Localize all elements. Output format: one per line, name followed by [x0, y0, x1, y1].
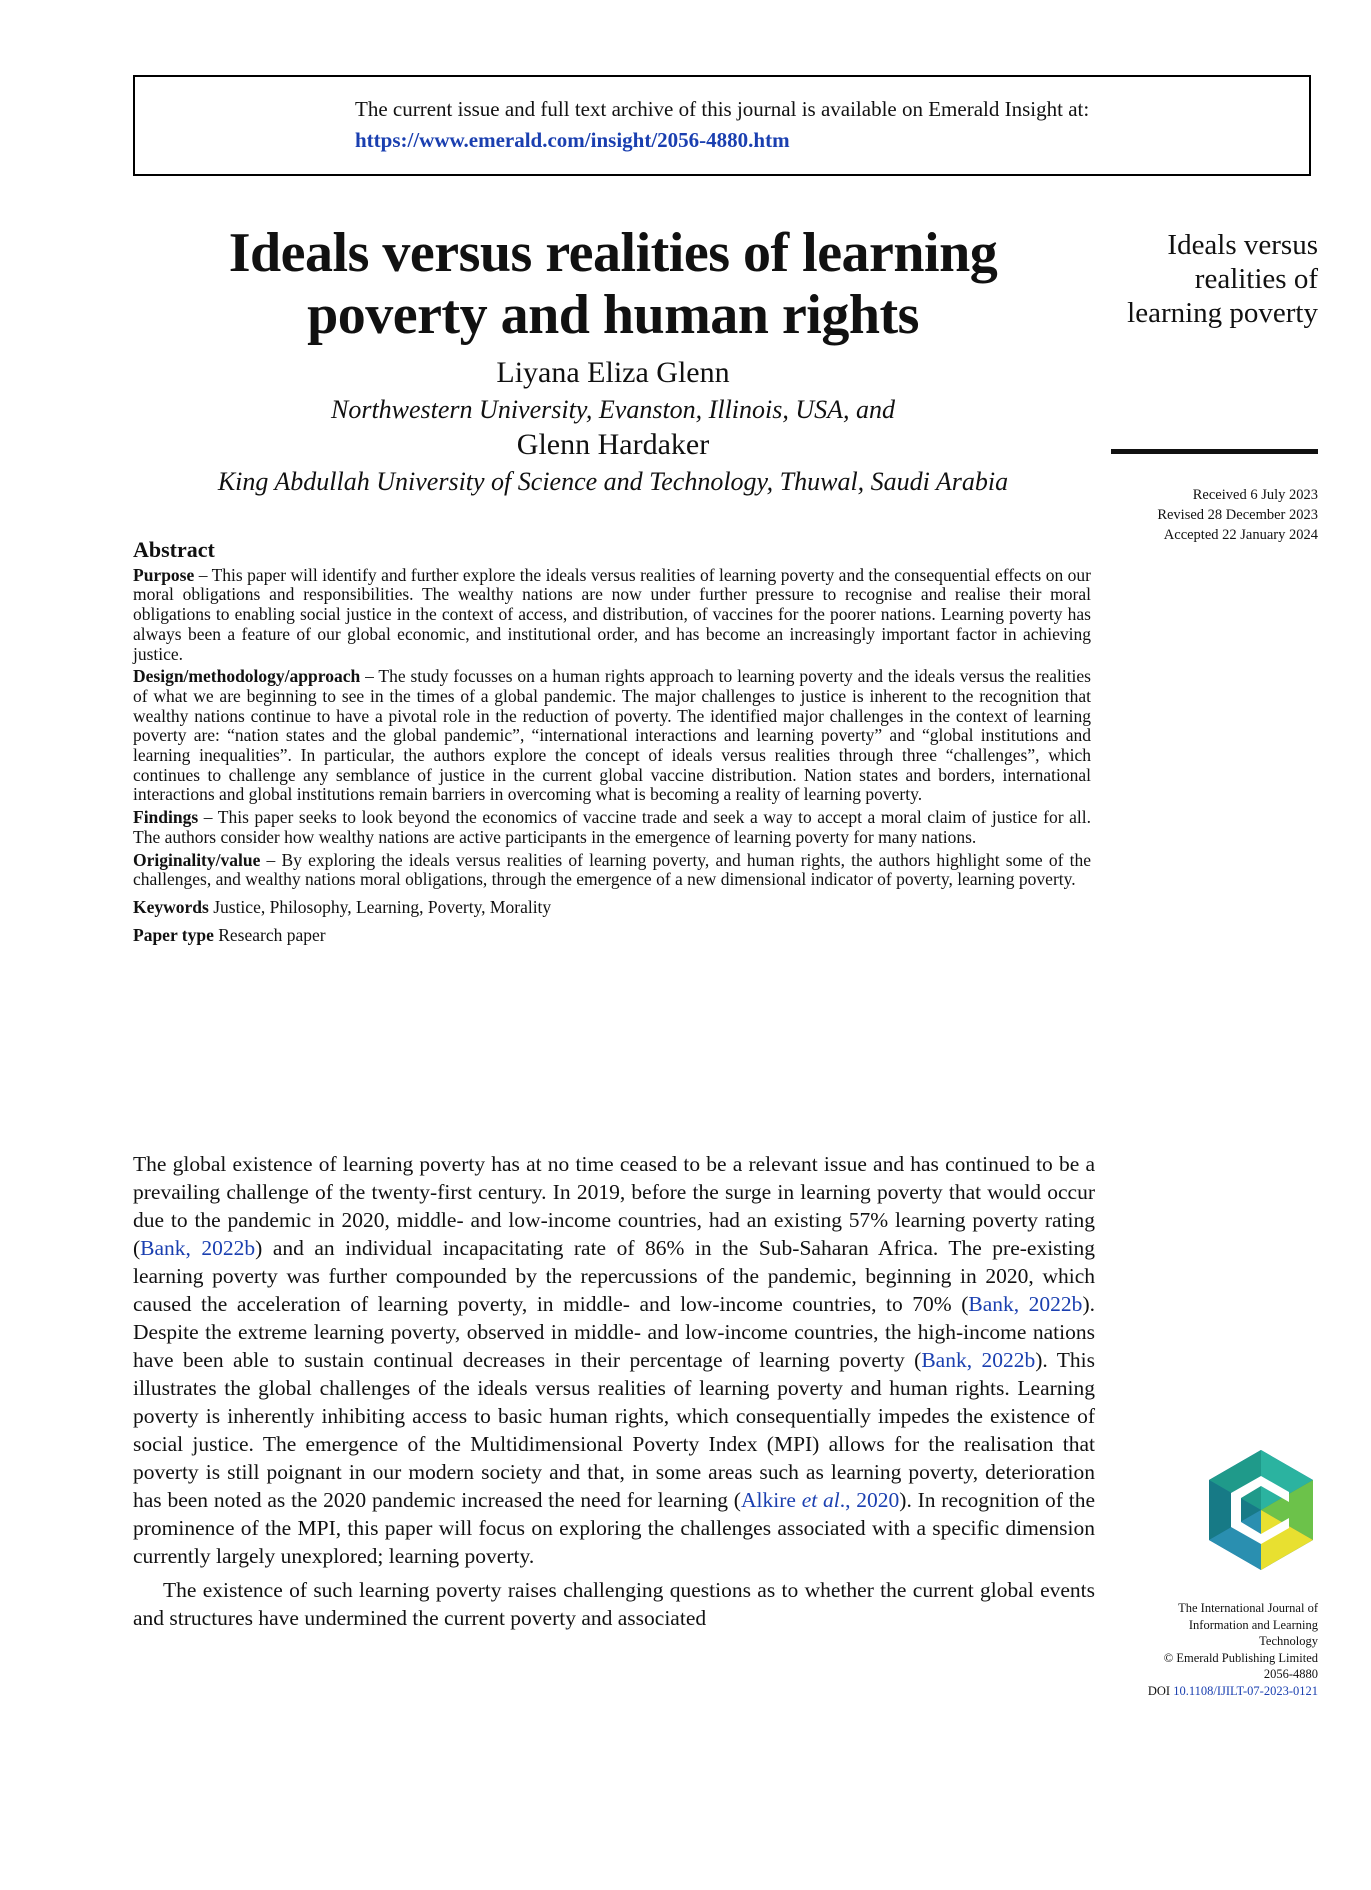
accepted-date: Accepted 22 January 2024 [1163, 527, 1318, 543]
design-label: Design/methodology/approach [133, 666, 361, 687]
author-affiliation: Northwestern University, Evanston, Illinois, USA, and [330, 395, 896, 424]
doi-line [1110, 1683, 1318, 1700]
archive-notice-text: The current issue and full text archive of this journal is available on Emerald Insight at: [355, 97, 1090, 121]
citation-etal: et al [801, 1488, 840, 1512]
abstract-purpose [133, 566, 1091, 665]
citation-year: ., 2020 [839, 1488, 900, 1512]
keywords-text: Justice, Philosophy, Learning, Poverty, Morality [208, 896, 552, 917]
citation-author: Alkire [740, 1488, 802, 1512]
received-date: Received 6 July 2023 [1192, 487, 1318, 503]
body-paragraph [133, 1150, 1095, 1570]
journal-info [1110, 1600, 1318, 1699]
abstract-originality [133, 851, 1091, 890]
body-text [133, 1150, 1095, 1632]
body-text-run: ). In recognition of the prominence of the MPI, this paper will focus on exploring the challenges associated with a specific dimension currently largely unexplored; learning poverty. [133, 1488, 1095, 1568]
paper-type-line [133, 926, 1091, 946]
body-text-run: ) and an individual incapacitating rate of 86% in the Sub-Saharan Africa. The pre-existing learning poverty was further compounded by the repercussions of the pandemic, beginning in 2020, which caused the acceleration of learning poverty, in middle- and low-income countries, to 70% ( [133, 1236, 1095, 1316]
journal-archive-link[interactable]: https://www.emerald.com/insight/2056-4880.htm [355, 128, 790, 152]
running-head: Ideals versus realities of learning poverty [1127, 229, 1318, 329]
paper-title: Ideals versus realities of learning poverty and human rights [228, 222, 998, 346]
body-text-run: ). Despite the extreme learning poverty, observed in middle- and low-income countries, the high-income nations have been able to sustain continual decreases in their percentage of learning poverty ( [133, 1292, 1095, 1372]
journal-name: Information and Learning [1188, 1617, 1318, 1632]
abstract [133, 537, 1091, 945]
abstract-findings [133, 808, 1091, 847]
issn: 2056-4880 [1263, 1667, 1318, 1681]
design-text: – The study focusses on a human rights approach to learning poverty and the ideals versus the realities of what we are beginning to see in the times of a global pandemic. The major challenges to justice is inherent to the recognition that wealthy nations continue to have a pivotal role in the reduction of poverty. The identified major challenges in the context of learning poverty are: “nation states and the global pandemic”, “international interactions and learning poverty” and “global institutions and learning inequalities”. In particular, the authors explore the concept of ideals versus realities through three “challenges”, which continues to challenge any semblance of justice in the current global vaccine distribution. Nation states and borders, international interactions and global institutions remain barriers in overcoming what is becoming a reality of learning poverty. [133, 666, 1091, 805]
submission-dates [1100, 485, 1318, 545]
keywords-label: Keywords [133, 896, 209, 917]
citation-link[interactable]: Bank, 2022b [921, 1348, 1036, 1372]
margin-rule [1111, 449, 1318, 454]
archive-notice-box [133, 75, 1311, 176]
abstract-heading: Abstract [133, 537, 215, 562]
paper-type-text: Research paper [213, 924, 326, 945]
findings-label: Findings [133, 807, 199, 828]
body-text-run: The global existence of learning poverty has at no time ceased to be a relevant issue and has continued to be a prevailing challenge of the twenty-first century. In 2019, before the surge in learning poverty that would occur due to the pandemic in 2020, middle- and low-income countries, had an existing 57% learning poverty rating ( [133, 1152, 1095, 1260]
journal-name: Technology [1259, 1634, 1318, 1648]
originality-label: Originality/value [133, 849, 261, 870]
paper-type-label: Paper type [133, 924, 214, 945]
purpose-label: Purpose [133, 564, 195, 585]
findings-text: – This paper seeks to look beyond the economics of vaccine trade and seek a way to accept a moral claim of justice for all. The authors consider how wealthy nations are active participants in the emergence of learning poverty for many nations. [133, 807, 1091, 847]
purpose-text: – This paper will identify and further explore the ideals versus realities of learning poverty and the consequential effects on our moral obligations and responsibilities. The wealthy nations are now under further pressure to recognise and realise their moral obligations to enabling social justice in the context of access, and distribution, of vaccines for the poorer nations. Learning poverty has always been a feature of our global economic, and institutional order, and has become an increasingly important factor in achieving justice. [133, 564, 1091, 664]
author-name: Glenn Hardaker [516, 428, 710, 461]
doi-link[interactable]: 10.1108/IJILT-07-2023-0121 [1173, 1683, 1318, 1698]
body-paragraph: The existence of such learning poverty raises challenging questions as to whether the current global events and structures have undermined the current poverty and associated [133, 1578, 1095, 1630]
citation-link[interactable]: Bank, 2022b [968, 1292, 1083, 1316]
body-text-run: ). This illustrates the global challenges of the ideals versus realities of learning poverty and human rights. Learning poverty is inherently inhibiting access to basic human rights, which consequentially impedes the existence of social justice. The emergence of the Multidimensional Poverty Index (MPI) allows for the realisation that poverty is still poignant in our modern society and that, in some areas such as learning poverty, deterioration has been noted as the 2020 pandemic increased the need for learning ( [133, 1348, 1095, 1512]
citation-link[interactable]: Bank, 2022b [140, 1236, 256, 1260]
journal-name: The International Journal of [1178, 1601, 1318, 1615]
abstract-design [133, 667, 1091, 805]
publisher: © Emerald Publishing Limited [1163, 1650, 1318, 1665]
revised-date: Revised 28 December 2023 [1157, 507, 1318, 523]
citation-link[interactable] [741, 1488, 899, 1512]
doi-label: DOI [1147, 1683, 1174, 1698]
originality-text: – By exploring the ideals versus realities of learning poverty, and human rights, the authors highlight some of the challenges, and wealthy nations moral obligations, through the emergence of a new dimensional indicator of poverty, learning poverty. [133, 849, 1091, 890]
emerald-logo-icon [1205, 1448, 1317, 1572]
author-name: Liyana Eliza Glenn [496, 356, 730, 389]
author-affiliation: King Abdullah University of Science and Technology, Thuwal, Saudi Arabia [217, 467, 1009, 496]
keywords-line [133, 898, 1091, 918]
